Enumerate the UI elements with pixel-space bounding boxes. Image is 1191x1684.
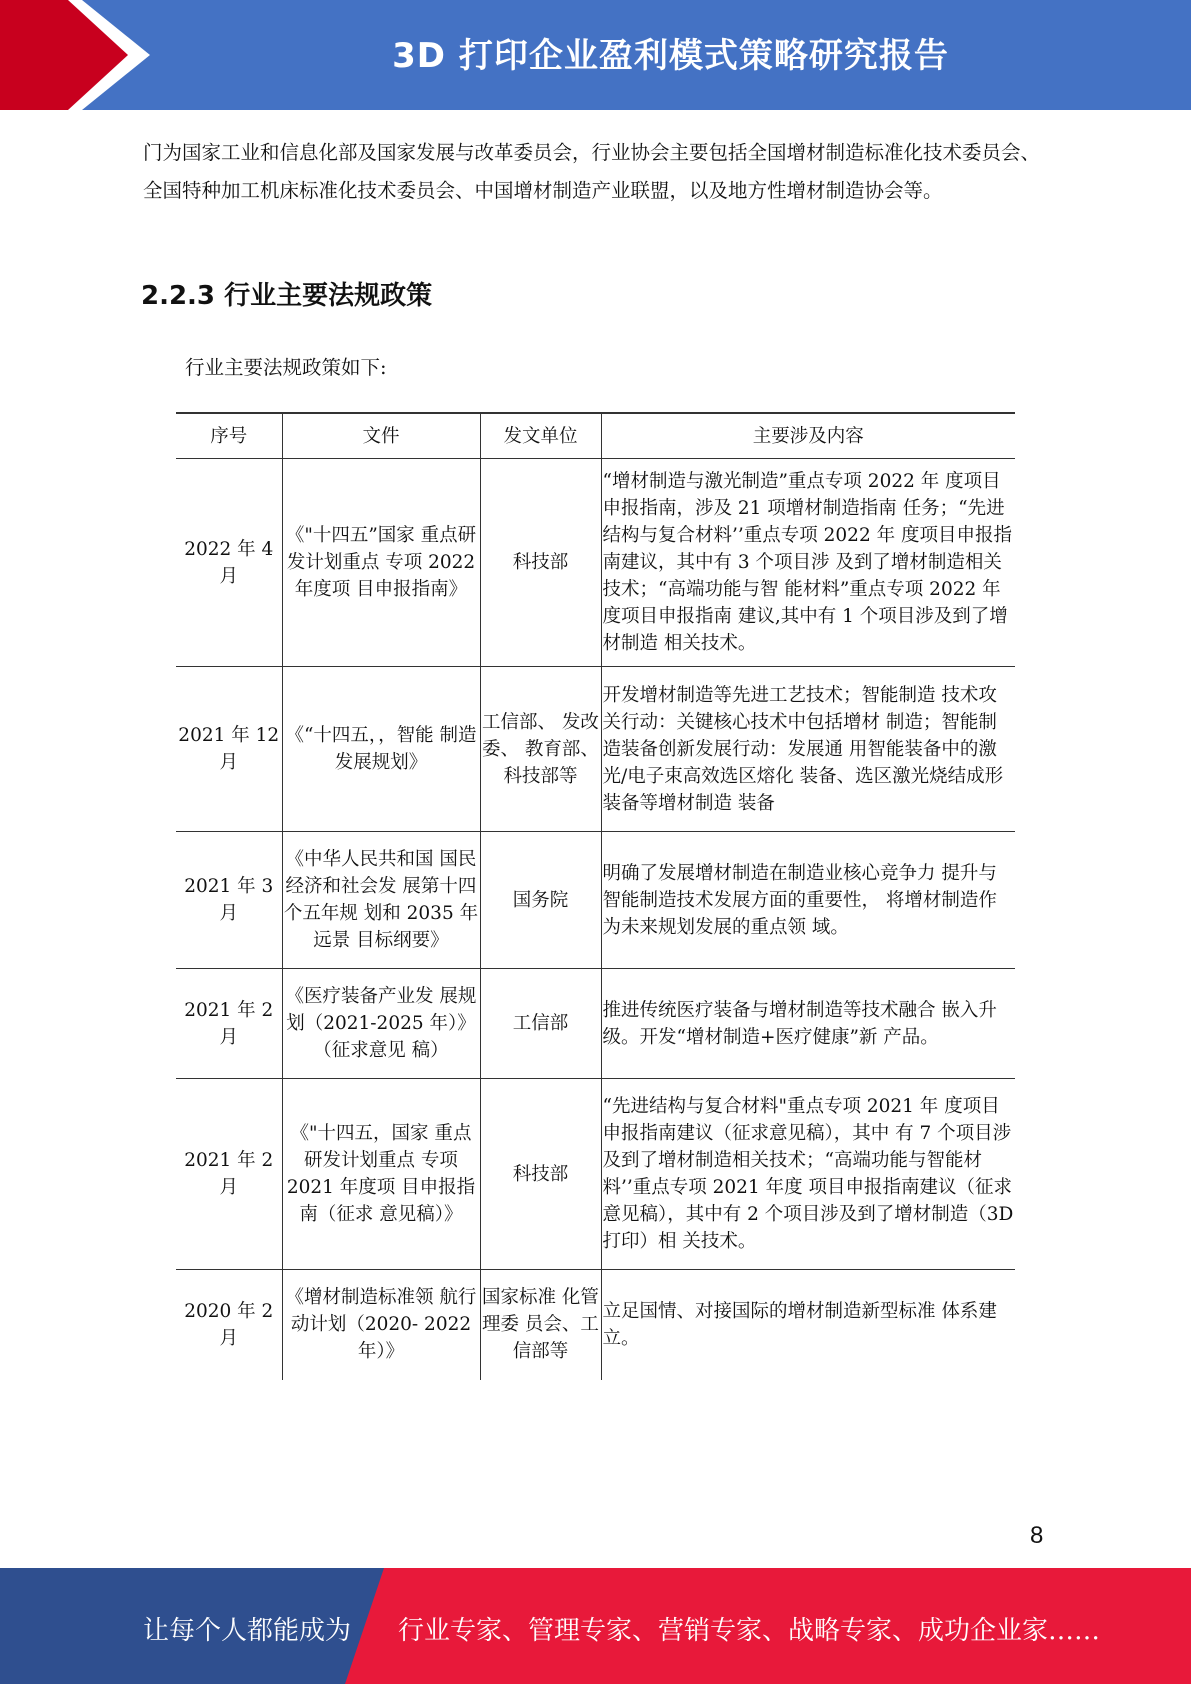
header-content: 主要涉及内容 — [601, 413, 1015, 459]
row-content: 推进传统医疗装备与增材制造等技术融合 嵌入升级。开发“增材制造+医疗健康”新 产品。 — [601, 969, 1015, 1079]
row-document: 《"十四五，国家 重点研发计划重点 专项 2021 年度项 目申报指南（征求 意见稿）》 — [282, 1079, 480, 1270]
row-content: 明确了发展增材制造在制造业核心竞争力 提升与智能制造技术发展方面的重要性， 将增材制造作为未来规划发展的重点领 域。 — [601, 832, 1015, 969]
row-issuer: 国家标准 化管理委 员会、工 信部等 — [480, 1270, 601, 1380]
row-issuer: 国务院 — [480, 832, 601, 969]
page-footer — [0, 1568, 1191, 1684]
header-index: 序号 — [176, 413, 282, 459]
row-content: “增材制造与激光制造”重点专项 2022 年 度项目申报指南，涉及 21 项增材制造指南 任务；“先进结构与复合材料’’重点专项 2022 年 度项目申报指南建议，其中有 3 个项目涉 及到了增材制造相关技术；“高端功能与智 能材料”重点专项 2022 年度项目申报指南 建议,其中有 1 个项目涉及到了增材制造 相关技术。 — [601, 459, 1015, 667]
row-document: 《增材制造标准领 航行动计划（2020- 2022 年）》 — [282, 1270, 480, 1380]
table-row — [176, 1270, 1015, 1380]
row-document: 《医疗装备产业发 展规划（2021-2025 年）》（征求意见 稿） — [282, 969, 480, 1079]
page-header — [0, 0, 1191, 110]
row-issuer: 科技部 — [480, 459, 601, 667]
table-row — [176, 459, 1015, 667]
table-header-row — [176, 413, 1015, 459]
body-paragraph: 门为国家工业和信息化部及国家发展与改革委员会，行业协会主要包括全国增材制造标准化技术委员会、全国特种加工机床标准化技术委员会、中国增材制造产业联盟，以及地方性增材制造协会等。 — [143, 141, 1041, 202]
footer-slogan-left: 让每个人都能成为 — [143, 1616, 352, 1646]
row-issuer: 工信部 — [480, 969, 601, 1079]
row-date: 2022 年 4 月 — [176, 459, 282, 667]
row-document: 《“十四五，，智能 制造发展规划》 — [282, 667, 480, 832]
table-row — [176, 667, 1015, 832]
footer-slogan-right: 行业专家、管理专家、营销专家、战略专家、成功企业家…… — [398, 1616, 1101, 1646]
header-document: 文件 — [282, 413, 480, 459]
row-date: 2020 年 2 月 — [176, 1270, 282, 1380]
table-intro: 行业主要法规政策如下: — [185, 356, 387, 379]
row-date: 2021 年 12 月 — [176, 667, 282, 832]
table-row — [176, 832, 1015, 969]
row-date: 2021 年 2 月 — [176, 969, 282, 1079]
policy-table — [176, 412, 1015, 1380]
row-date: 2021 年 3 月 — [176, 832, 282, 969]
row-date: 2021 年 2 月 — [176, 1079, 282, 1270]
header-issuer: 发文单位 — [480, 413, 601, 459]
row-issuer: 科技部 — [480, 1079, 601, 1270]
page-number: 8 — [1030, 1522, 1044, 1549]
header-red-chevron — [0, 0, 150, 110]
row-content: 开发增材制造等先进工艺技术；智能制造 技术攻关行动：关键核心技术中包括增材 制造；智能制造装备创新发展行动：发展通 用智能装备中的激光/电子束高效选区熔化 装备、选区激光烧结成形装备等增材制造 装备 — [601, 667, 1015, 832]
table-row — [176, 1079, 1015, 1270]
table-row — [176, 969, 1015, 1079]
row-content: 立足国情、对接国际的增材制造新型标准 体系建立。 — [601, 1270, 1015, 1380]
row-document: 《中华人民共和国 国民经济和社会发 展第十四个五年规 划和 2035 年远景 目标纲要》 — [282, 832, 480, 969]
row-issuer: 工信部、 发改委、 教育部、 科技部等 — [480, 667, 601, 832]
report-title: 3D 打印企业盈利模式策略研究报告 — [392, 36, 949, 76]
row-document: 《"十四五”国家 重点研发计划重点 专项 2022 年度项 目申报指南》 — [282, 459, 480, 667]
section-heading: 2.2.3 行业主要法规政策 — [141, 281, 433, 311]
row-content: “先进结构与复合材料"重点专项 2021 年 度项目申报指南建议（征求意见稿），其中 有 7 个项目涉及到了增材制造相关技术；“高端功能与智能材料’’重点专项 2021 年度 项目申报指南建议（征求意见稿），其中有 2 个项目涉及到了增材制造（3D 打印）相 关技术。 — [601, 1079, 1015, 1270]
